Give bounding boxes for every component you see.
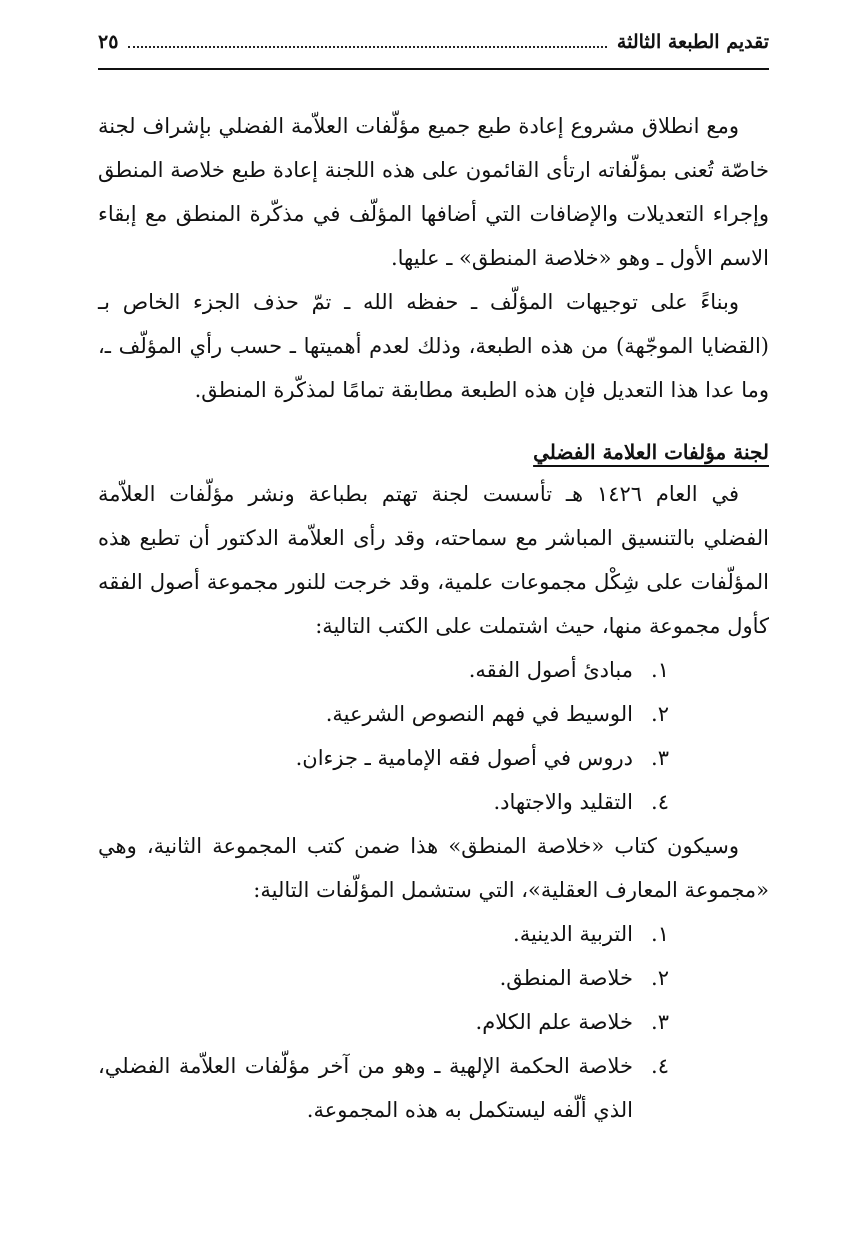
list-item	[98, 956, 669, 1000]
list-item-number: ١.	[651, 922, 669, 946]
list-item	[98, 736, 669, 780]
intro-paragraph-1: ومع انطلاق مشروع إعادة طبع جميع مؤلّفات العلاّمة الفضلي بإشراف لجنة خاصّة تُعنى بمؤلّفاته ارتأى القائمون على هذه اللجنة إعادة طبع خلاصة المنطق وإجراء التعديلات والإضافات التي أضافها المؤلّف في مذكّرة المنطق مع إبقاء الاسم الأول ـ وهو «خلاصة المنطق» ـ عليها.	[98, 114, 769, 270]
list-item-text: التقليد والاجتهاد.	[493, 790, 633, 814]
list-item-number: ٢.	[651, 966, 669, 990]
header-rule	[98, 68, 769, 70]
running-header-title: تقديم الطبعة الثالثة	[616, 31, 769, 53]
list-item	[98, 780, 669, 824]
list-item-number: ٢.	[651, 702, 669, 726]
page-body	[98, 104, 769, 1132]
intro-paragraph-2: وبناءً على توجيهات المؤلّف ـ حفظه الله ـ تمّ حذف الجزء الخاص بـ (القضايا الموجّهة) من هذه الطبعة، وذلك لعدم أهميتها ـ حسب رأي المؤلّف ـ، وما عدا هذا التعديل فإن هذه الطبعة مطابقة تمامًا لمذكّرة المنطق.	[98, 290, 769, 402]
list-item	[98, 648, 669, 692]
book-page	[98, 30, 769, 1217]
list-item	[98, 1000, 669, 1044]
committee-paragraph-1: في العام ١٤٢٦ هـ تأسست لجنة تهتم بطباعة ونشر مؤلّفات العلاّمة الفضلي بالتنسيق المباشر مع سماحته، وقد رأى العلاّمة الدكتور أن تطبع هذه المؤلّفات على شِكْل مجموعات علمية، وقد خرجت للنور مجموعة أصول الفقه كأول مجموعة منها، حيث اشتملت على الكتب التالية:	[98, 482, 769, 638]
list-item-number: ١.	[651, 658, 669, 682]
list-item-text: خلاصة علم الكلام.	[475, 1010, 633, 1034]
committee-paragraph-2: وسيكون كتاب «خلاصة المنطق» هذا ضمن كتب المجموعة الثانية، وهي «مجموعة المعارف العقلية»، التي ستشمل المؤلّفات التالية:	[98, 834, 769, 902]
list-item	[98, 692, 669, 736]
section-heading: لجنة مؤلفات العلامة الفضلي	[533, 440, 769, 464]
list-item-number: ٣.	[651, 1010, 669, 1034]
page-number: ٢٥	[98, 31, 119, 53]
list-item-text: التربية الدينية.	[513, 922, 633, 946]
list-item-number: ٤.	[651, 790, 669, 814]
list-item	[98, 912, 669, 956]
leader-dots	[128, 30, 607, 48]
list-item-text: خلاصة الحكمة الإلهية ـ وهو من آخر مؤلّفات العلاّمة الفضلي، الذي ألّفه ليستكمل به هذه المجموعة.	[98, 1054, 633, 1122]
list-item-text: الوسيط في فهم النصوص الشرعية.	[325, 702, 633, 726]
usul-books-list	[98, 648, 769, 824]
list-item-number: ٤.	[651, 1054, 669, 1078]
list-item-text: دروس في أصول فقه الإمامية ـ جزءان.	[295, 746, 633, 770]
list-item-text: مبادئ أصول الفقه.	[468, 658, 633, 682]
list-item	[98, 1044, 669, 1132]
list-item-text: خلاصة المنطق.	[499, 966, 633, 990]
list-item-number: ٣.	[651, 746, 669, 770]
rational-books-list	[98, 912, 769, 1132]
running-header	[98, 30, 769, 62]
